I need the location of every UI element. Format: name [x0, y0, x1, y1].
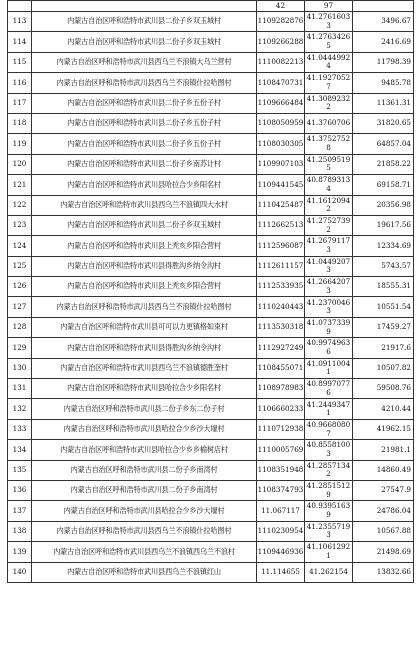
location-cell: 内蒙古自治区呼和浩特市武川县哈拉合少乡乡榆树店村 — [32, 440, 257, 460]
index-cell: 127 — [8, 297, 32, 317]
index-cell: 139 — [8, 542, 32, 562]
area-cell: 9485.78 — [353, 73, 414, 93]
longitude-cell: 11.114655 — [257, 562, 305, 582]
table-row — [8, 379, 414, 399]
location-cell: 内蒙古自治区呼和浩特市武川县上秃亥乡阳合营村 — [32, 277, 257, 297]
index-cell: 123 — [8, 215, 32, 235]
index-cell: 140 — [8, 562, 32, 582]
longitude-cell: 1113530318 — [257, 317, 305, 337]
table-row — [8, 501, 414, 521]
index-cell: 118 — [8, 113, 32, 133]
latitude-cell: 41.3760706 — [305, 113, 353, 133]
latitude-cell: 41.04492073 — [305, 256, 353, 276]
longitude-cell: 1108470731 — [257, 73, 305, 93]
longitude-cell: 1110425487 — [257, 195, 305, 215]
area-cell: 19617.56 — [353, 215, 414, 235]
table-row — [8, 419, 414, 439]
latitude-cell: 41.25095195 — [305, 154, 353, 174]
longitude-cell: 1109907103 — [257, 154, 305, 174]
latitude-cell: 41.27634265 — [305, 32, 353, 52]
location-cell — [32, 1, 257, 12]
table-row — [8, 32, 414, 52]
latitude-cell: 41.07373399 — [305, 317, 353, 337]
latitude-cell: 41.26791173 — [305, 236, 353, 256]
area-cell: 3496.67 — [353, 12, 414, 32]
location-cell: 内蒙古自治区呼和浩特市武川县哈拉合少乡沙大壕村 — [32, 501, 257, 521]
area-cell: 10507.82 — [353, 358, 414, 378]
area-cell: 21498.69 — [353, 542, 414, 562]
area-cell: 21917.6 — [353, 338, 414, 358]
table-row — [8, 277, 414, 297]
index-cell: 128 — [8, 317, 32, 337]
table-row — [8, 440, 414, 460]
index-cell: 115 — [8, 52, 32, 72]
area-cell: 24786.04 — [353, 501, 414, 521]
index-cell: 134 — [8, 440, 32, 460]
latitude-cell: 41.04449924 — [305, 52, 353, 72]
location-cell: 内蒙古自治区呼和浩特市武川县西乌兰不浪镇什拉哈图村 — [32, 73, 257, 93]
location-cell: 内蒙古自治区呼和浩特市武川县哈拉合少乡阳名村 — [32, 175, 257, 195]
table-row — [8, 195, 414, 215]
index-cell: 133 — [8, 419, 32, 439]
location-cell: 内蒙古自治区呼和浩特市武川县西乌兰不浪镇什拉哈图村 — [32, 297, 257, 317]
latitude-cell: 41.10612921 — [305, 542, 353, 562]
location-cell: 内蒙古自治区呼和浩特市武川县二份子乡双玉城村 — [32, 32, 257, 52]
table-row — [8, 562, 414, 582]
area-cell: 21981.1 — [353, 440, 414, 460]
location-cell: 内蒙古自治区呼和浩特市武川县二份子乡双玉城村 — [32, 12, 257, 32]
area-cell — [353, 1, 414, 12]
index-cell: 114 — [8, 32, 32, 52]
index-cell: 137 — [8, 501, 32, 521]
table-row — [8, 1, 414, 12]
latitude-cell: 41.16120942 — [305, 195, 353, 215]
latitude-cell: 41.37527528 — [305, 134, 353, 154]
longitude-cell: 1112662513 — [257, 215, 305, 235]
index-cell: 120 — [8, 154, 32, 174]
location-cell: 内蒙古自治区呼和浩特市武川县二份子乡五份子村 — [32, 113, 257, 133]
index-cell: 124 — [8, 236, 32, 256]
longitude-cell: 1109666484 — [257, 93, 305, 113]
location-cell: 内蒙古自治区呼和浩特市武川县二份子乡南苏计村 — [32, 154, 257, 174]
location-cell: 内蒙古自治区呼和浩特市武川县二份子乡双玉城村 — [32, 215, 257, 235]
index-cell: 135 — [8, 460, 32, 480]
table-row — [8, 236, 414, 256]
longitude-cell: 1108455071 — [257, 358, 305, 378]
area-cell: 21858.22 — [353, 154, 414, 174]
latitude-cell: 40.89970776 — [305, 379, 353, 399]
latitude-cell: 41.27616033 — [305, 12, 353, 32]
latitude-cell: 41.262154 — [305, 562, 353, 582]
longitude-cell: 1106660233 — [257, 399, 305, 419]
table-row — [8, 399, 414, 419]
location-cell: 内蒙古自治区呼和浩特市武川县二份子乡五份子村 — [32, 134, 257, 154]
latitude-cell: 41.28571342 — [305, 460, 353, 480]
table-row — [8, 358, 414, 378]
area-cell: 20356.98 — [353, 195, 414, 215]
index-cell: 131 — [8, 379, 32, 399]
area-cell: 14860.49 — [353, 460, 414, 480]
index-cell: 126 — [8, 277, 32, 297]
longitude-cell: 1112927249 — [257, 338, 305, 358]
table-row — [8, 215, 414, 235]
location-cell: 内蒙古自治区呼和浩特市武川县西乌兰不浪镇四大水村 — [32, 195, 257, 215]
location-cell: 内蒙古自治区呼和浩特市武川县二份子乡南湾村 — [32, 460, 257, 480]
area-cell: 31820.65 — [353, 113, 414, 133]
index-cell: 130 — [8, 358, 32, 378]
area-cell: 12334.69 — [353, 236, 414, 256]
index-cell — [8, 1, 32, 12]
location-cell: 内蒙古自治区呼和浩特市武川县哈拉合少乡沙大壕村 — [32, 419, 257, 439]
area-cell: 59508.76 — [353, 379, 414, 399]
location-cell: 内蒙古自治区呼和浩特市武川县二份子乡南湾村 — [32, 480, 257, 500]
index-cell: 138 — [8, 521, 32, 541]
longitude-cell: 1108374793 — [257, 480, 305, 500]
area-cell: 11361.31 — [353, 93, 414, 113]
table-row — [8, 297, 414, 317]
area-cell: 10567.88 — [353, 521, 414, 541]
longitude-cell: 1108978983 — [257, 379, 305, 399]
data-table — [7, 0, 414, 583]
table-row — [8, 521, 414, 541]
location-cell: 内蒙古自治区呼和浩特市武川县西乌兰不浪镇红山 — [32, 562, 257, 582]
latitude-cell: 41.19270527 — [305, 73, 353, 93]
area-cell: 2416.69 — [353, 32, 414, 52]
table-row — [8, 175, 414, 195]
latitude-cell: 41.09110041 — [305, 358, 353, 378]
area-cell: 69158.71 — [353, 175, 414, 195]
latitude-cell: 40.85581003 — [305, 440, 353, 460]
longitude-cell: 1110240443 — [257, 297, 305, 317]
latitude-cell: 40.87893134 — [305, 175, 353, 195]
longitude-cell: 1108050959 — [257, 113, 305, 133]
table-row — [8, 134, 414, 154]
area-cell: 41962.15 — [353, 419, 414, 439]
longitude-cell: 11.067117 — [257, 501, 305, 521]
table-row — [8, 73, 414, 93]
longitude-cell: 1110712938 — [257, 419, 305, 439]
latitude-cell: 41.26642073 — [305, 277, 353, 297]
latitude-cell: 41.23557193 — [305, 521, 353, 541]
index-cell: 129 — [8, 338, 32, 358]
location-cell: 内蒙古自治区呼和浩特市武川县西乌兰不浪镇德胜奎村 — [32, 358, 257, 378]
table-row — [8, 338, 414, 358]
area-cell: 27547.9 — [353, 480, 414, 500]
longitude-cell: 1110005769 — [257, 440, 305, 460]
table-row — [8, 460, 414, 480]
longitude-cell: 1109446936 — [257, 542, 305, 562]
location-cell: 内蒙古自治区呼和浩特市武川县西乌兰不浪镇西乌兰不浪村 — [32, 542, 257, 562]
longitude-cell: 1108351948 — [257, 460, 305, 480]
latitude-cell: 41.24493471 — [305, 399, 353, 419]
area-cell: 10551.54 — [353, 297, 414, 317]
index-cell: 136 — [8, 480, 32, 500]
table-row — [8, 113, 414, 133]
latitude-cell: 97 — [305, 1, 353, 12]
latitude-cell: 41.28515129 — [305, 480, 353, 500]
table-row — [8, 542, 414, 562]
area-cell: 64857.04 — [353, 134, 414, 154]
area-cell: 13832.66 — [353, 562, 414, 582]
location-cell: 内蒙古自治区呼和浩特市武川县得胜沟乡纳令沟村 — [32, 338, 257, 358]
index-cell: 116 — [8, 73, 32, 93]
table-row — [8, 154, 414, 174]
location-cell: 内蒙古自治区呼和浩特市武川县得胜沟乡纳令沟村 — [32, 256, 257, 276]
area-cell: 5743.57 — [353, 256, 414, 276]
location-cell: 内蒙古自治区呼和浩特市武川县西乌兰不浪镇大乌兰营村 — [32, 52, 257, 72]
longitude-cell: 1112533935 — [257, 277, 305, 297]
latitude-cell: 41.23700463 — [305, 297, 353, 317]
longitude-cell: 1112611157 — [257, 256, 305, 276]
longitude-cell: 42 — [257, 1, 305, 12]
area-cell: 4210.44 — [353, 399, 414, 419]
table-row — [8, 12, 414, 32]
table-row — [8, 93, 414, 113]
latitude-cell: 40.93951639 — [305, 501, 353, 521]
latitude-cell: 41.27527392 — [305, 215, 353, 235]
index-cell: 125 — [8, 256, 32, 276]
index-cell: 117 — [8, 93, 32, 113]
location-cell: 内蒙古自治区呼和浩特市武川县西乌兰不浪镇什拉哈图村 — [32, 521, 257, 541]
table-row — [8, 317, 414, 337]
index-cell: 121 — [8, 175, 32, 195]
index-cell: 132 — [8, 399, 32, 419]
area-cell: 17459.27 — [353, 317, 414, 337]
longitude-cell: 1109282876 — [257, 12, 305, 32]
longitude-cell: 1112596087 — [257, 236, 305, 256]
location-cell: 内蒙古自治区呼和浩特市武川县可可以力更镇格如束村 — [32, 317, 257, 337]
table-row — [8, 480, 414, 500]
latitude-cell: 41.30892322 — [305, 93, 353, 113]
longitude-cell: 1108030305 — [257, 134, 305, 154]
latitude-cell: 40.99749636 — [305, 338, 353, 358]
location-cell: 内蒙古自治区呼和浩特市武川县二份子乡东二份子村 — [32, 399, 257, 419]
area-cell: 11798.39 — [353, 52, 414, 72]
index-cell: 113 — [8, 12, 32, 32]
index-cell: 119 — [8, 134, 32, 154]
latitude-cell: 40.96680807 — [305, 419, 353, 439]
index-cell: 122 — [8, 195, 32, 215]
longitude-cell: 1110230954 — [257, 521, 305, 541]
area-cell: 18555.31 — [353, 277, 414, 297]
location-cell: 内蒙古自治区呼和浩特市武川县上秃亥乡阳合营村 — [32, 236, 257, 256]
location-cell: 内蒙古自治区呼和浩特市武川县二份子乡五份子村 — [32, 93, 257, 113]
location-cell: 内蒙古自治区呼和浩特市武川县哈拉合少乡阳名村 — [32, 379, 257, 399]
longitude-cell: 1109441545 — [257, 175, 305, 195]
longitude-cell: 1109266288 — [257, 32, 305, 52]
longitude-cell: 1110082213 — [257, 52, 305, 72]
table-row — [8, 52, 414, 72]
table-row — [8, 256, 414, 276]
